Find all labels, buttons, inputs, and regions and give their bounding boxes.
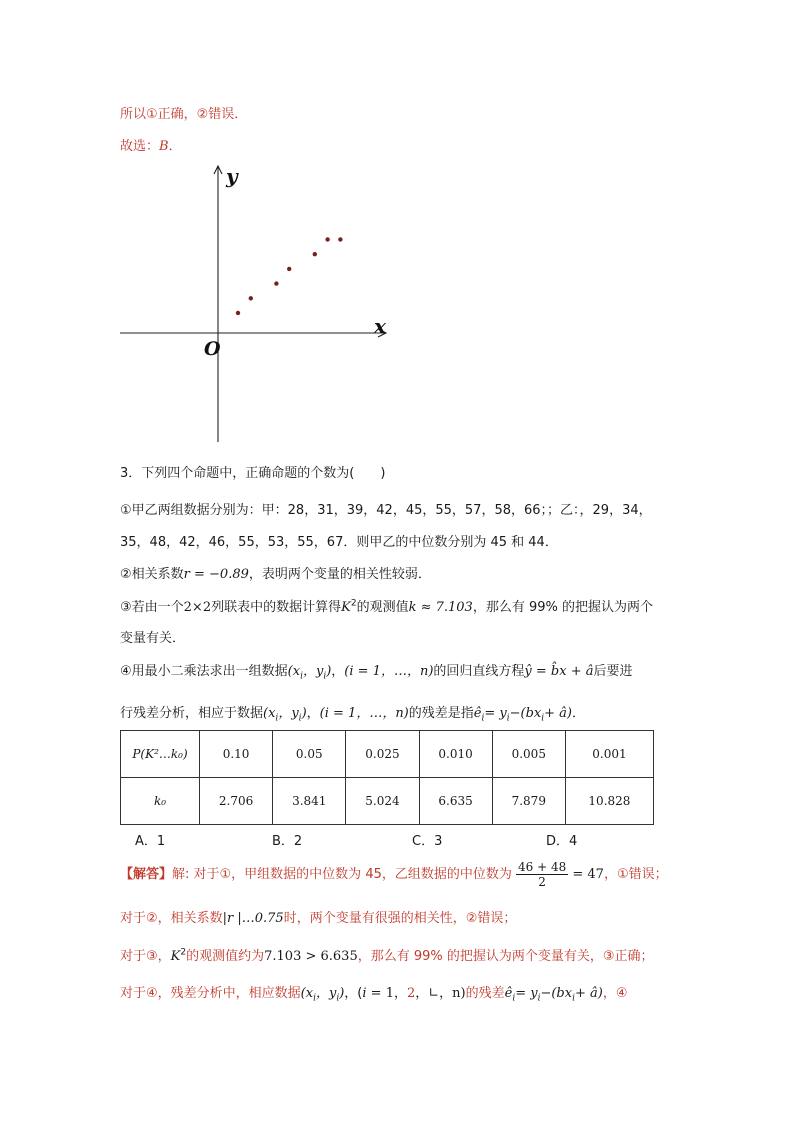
solution-l4-eq3: −(bx xyxy=(540,986,573,1001)
k-value-cell: 2.706 xyxy=(200,778,273,825)
q3-s4-pre: ④用最小二乘法求出一组数据 xyxy=(120,664,288,679)
p-value-cell: 0.001 xyxy=(565,731,653,778)
solution-l4-post: ，④ xyxy=(602,986,628,1001)
q3-s3-pre: ③若由一个 xyxy=(120,600,184,615)
answer-letter: B xyxy=(159,139,169,154)
option-c[interactable]: C．3 xyxy=(412,834,443,849)
q3-s4-line2-eq2-sub: i xyxy=(506,713,510,724)
q3-s3-post: ，那么有 99% 的把握认为两个 xyxy=(472,600,654,615)
scatter-point-6 xyxy=(325,237,329,241)
scatter-point-4 xyxy=(287,267,291,271)
solution-l3-k-sup: 2 xyxy=(180,947,187,958)
scatter-points xyxy=(236,237,343,315)
q3-s3-line1 xyxy=(120,596,653,615)
p-value-cell: 0.025 xyxy=(346,731,419,778)
q3-s1-line1: ①甲乙两组数据分别为：甲：28，31，39，42，45，55，57，58，66；；乙：，29，34， xyxy=(120,503,652,518)
q3-s4-line2-idx: (i = 1，…，n) xyxy=(319,706,409,721)
solution-l4-pair: (x xyxy=(300,986,314,1001)
solution-line1 xyxy=(120,860,668,889)
solution-l3-k: K xyxy=(170,949,181,964)
q3-s4-line2-eq: ê xyxy=(473,706,482,721)
solution-l4-idx-i: i xyxy=(362,986,367,1001)
q3-s2 xyxy=(120,563,431,582)
q3-s4-line2-pair-y: ，y xyxy=(278,706,299,721)
solution-l4-eq3-sub: i xyxy=(572,993,575,1004)
solution-l4-pre: 对于④，残差分析中，相应数据 xyxy=(120,986,301,1001)
answer-prefix: 故选： xyxy=(120,139,160,154)
q3-s2-math: r = −0.89 xyxy=(183,567,249,582)
table-row xyxy=(121,778,654,825)
q3-s1-line2: 35，48，42，46，55，53，55，67．则甲乙的中位数分别为 45 和 44． xyxy=(120,535,558,550)
option-b[interactable]: B．2 xyxy=(272,834,303,849)
fraction-numerator: 46 + 48 xyxy=(518,860,567,874)
solution-l4-idx-rest: ，∟，n) xyxy=(415,986,466,1001)
solution-l1-pre: 解: 对于①，甲组数据的中位数为 45，乙组数据的中位数为 xyxy=(172,867,512,882)
q3-s4-line2-end: ． xyxy=(572,706,586,721)
solution-l2-math: |r |…0.75 xyxy=(222,911,284,926)
option-d[interactable]: D．4 xyxy=(546,834,578,849)
conclusion-text: 所以①正确，②错误． xyxy=(120,107,248,122)
q3-s4-line2-mid: 的残差是指 xyxy=(408,706,474,721)
solution-line2 xyxy=(120,907,516,926)
origin-label: O xyxy=(204,338,221,360)
p-value-cell: 0.05 xyxy=(273,731,346,778)
q3-s4-line2: 行残差分析，相应于数据($x_i$，$y_i$)，(i = 1，…，n)的残差是指$ê_i= y_i-(bx_i+$ â)． xyxy=(120,706,586,724)
q3-s4-mid: 的回归直线方程 xyxy=(433,664,525,679)
q3-s3-k: k ≈ 7.103 xyxy=(408,600,473,615)
y-axis-label: y xyxy=(226,164,238,188)
solution-l4-idx-pre: ，( xyxy=(344,986,363,1001)
scatter-point-3 xyxy=(274,281,278,285)
scatter-point-7 xyxy=(338,237,342,241)
k-value-cell: 3.841 xyxy=(273,778,346,825)
q3-s3-line2: 变量有关． xyxy=(120,631,186,646)
table-row xyxy=(121,731,654,778)
k-value-cell: 5.024 xyxy=(346,778,419,825)
solution-l3-mid: 的观测值约为 xyxy=(186,949,265,964)
q3-s3-k2-sup: 2 xyxy=(350,598,357,609)
q3-s4-pair: (x xyxy=(287,664,301,679)
solution-l1-post: ，①错误； xyxy=(603,867,668,882)
solution-l4-mid: 的残差 xyxy=(465,986,505,1001)
q3-s4-line2-eq3-sub: i xyxy=(541,713,545,724)
solution-l3-post: ，那么有 99% 的把握认为两个变量有关，③正确； xyxy=(357,949,654,964)
solution-l1-eq: = 47 xyxy=(572,867,604,882)
solution-l4-eq-sub: i xyxy=(512,993,516,1004)
q3-s4-idx: (i = 1，…，n) xyxy=(344,664,434,679)
solution-l4-pair-y: ，y xyxy=(315,986,337,1001)
solution-line4: 对于④，残差分析中，相应数据($x_i$，$y_i$)，(i = 1，2，∟，n)的残差$ê_i= y_i-(bx_i+$ â)，④ xyxy=(120,986,628,1004)
scatter-point-1 xyxy=(236,311,240,315)
solution-tag: 【解答】 xyxy=(120,867,173,882)
solution-l4-eq2: = y xyxy=(515,986,538,1001)
q3-s3-table: 2×2 xyxy=(183,600,212,615)
q3-s4-line2-pair-end: ) xyxy=(301,706,307,721)
solution-l4-eq2-sub: i xyxy=(537,993,541,1004)
q3-s4-pair-end: ) xyxy=(326,664,332,679)
solution-l4-idx-eq: = 1， xyxy=(366,986,407,1001)
q3-s4-line2-eq2: = y xyxy=(484,706,507,721)
solution-l4-idx-2: 2 xyxy=(406,986,416,1001)
scatter-point-5 xyxy=(313,252,317,256)
p-value-cell: 0.005 xyxy=(492,731,565,778)
scatter-point-2 xyxy=(249,296,253,300)
critical-value-table xyxy=(120,730,654,825)
solution-l4-eq: ê xyxy=(504,986,513,1001)
solution-l3-math: 7.103 > 6.635 xyxy=(264,949,358,964)
fraction-denominator: 2 xyxy=(538,875,546,889)
q3-s4-line2-eq-sub: i xyxy=(481,713,485,724)
q3-s4-line2-pre: 行残差分析，相应于数据 xyxy=(120,706,264,721)
solution-line3 xyxy=(120,945,654,964)
q3-s4-line2-eq4: + â) xyxy=(544,706,573,721)
q3-s3-k2: K xyxy=(341,600,351,615)
q3-s4-line2-eq3: −(bx xyxy=(509,706,542,721)
answer-suffix: ． xyxy=(168,139,182,154)
solution-l4-eq4: + â) xyxy=(574,986,603,1001)
p-value-cell: 0.010 xyxy=(419,731,492,778)
q3-s4-line2-pair: (x xyxy=(263,706,276,721)
q3-s4-pair-y: ，y xyxy=(302,664,324,679)
k-value-cell: 6.635 xyxy=(419,778,492,825)
q3-s3-mid2: 的观测值 xyxy=(356,600,409,615)
q3-s2-pre: ②相关系数 xyxy=(120,567,184,582)
solution-l4-pair-end: ) xyxy=(339,986,345,1001)
solution-fraction xyxy=(516,860,568,889)
q3-s4-line1: ④用最小二乘法求出一组数据($x_i$，$y_i$)，(i = 1，…，n)的回归直线方程ŷ = b̂x + â后要进 xyxy=(120,664,633,682)
table-row2-head: k₀ xyxy=(121,778,200,825)
k-value-cell: 10.828 xyxy=(565,778,653,825)
q3-s3-mid: 列联表中的数据计算得 xyxy=(211,600,342,615)
table-row1-head: P(K²…k₀) xyxy=(121,731,200,778)
q3-s4-eq: ŷ = b̂x + â xyxy=(524,664,594,679)
option-a[interactable]: A．1 xyxy=(135,834,166,849)
k-value-cell: 7.879 xyxy=(492,778,565,825)
solution-l2-pre: 对于②，相关系数 xyxy=(120,911,223,926)
solution-l3-pre: 对于③， xyxy=(120,949,171,964)
q3-stem: 3．下列四个命题中，正确命题的个数为( ) xyxy=(120,466,386,481)
x-axis-label: x xyxy=(374,314,386,338)
solution-l2-post: 时，两个变量有很强的相关性，②错误； xyxy=(283,911,517,926)
q3-s2-post: ，表明两个变量的相关性较弱． xyxy=(248,567,431,582)
p-value-cell: 0.10 xyxy=(200,731,273,778)
q3-s4-post: 后要进 xyxy=(593,664,633,679)
